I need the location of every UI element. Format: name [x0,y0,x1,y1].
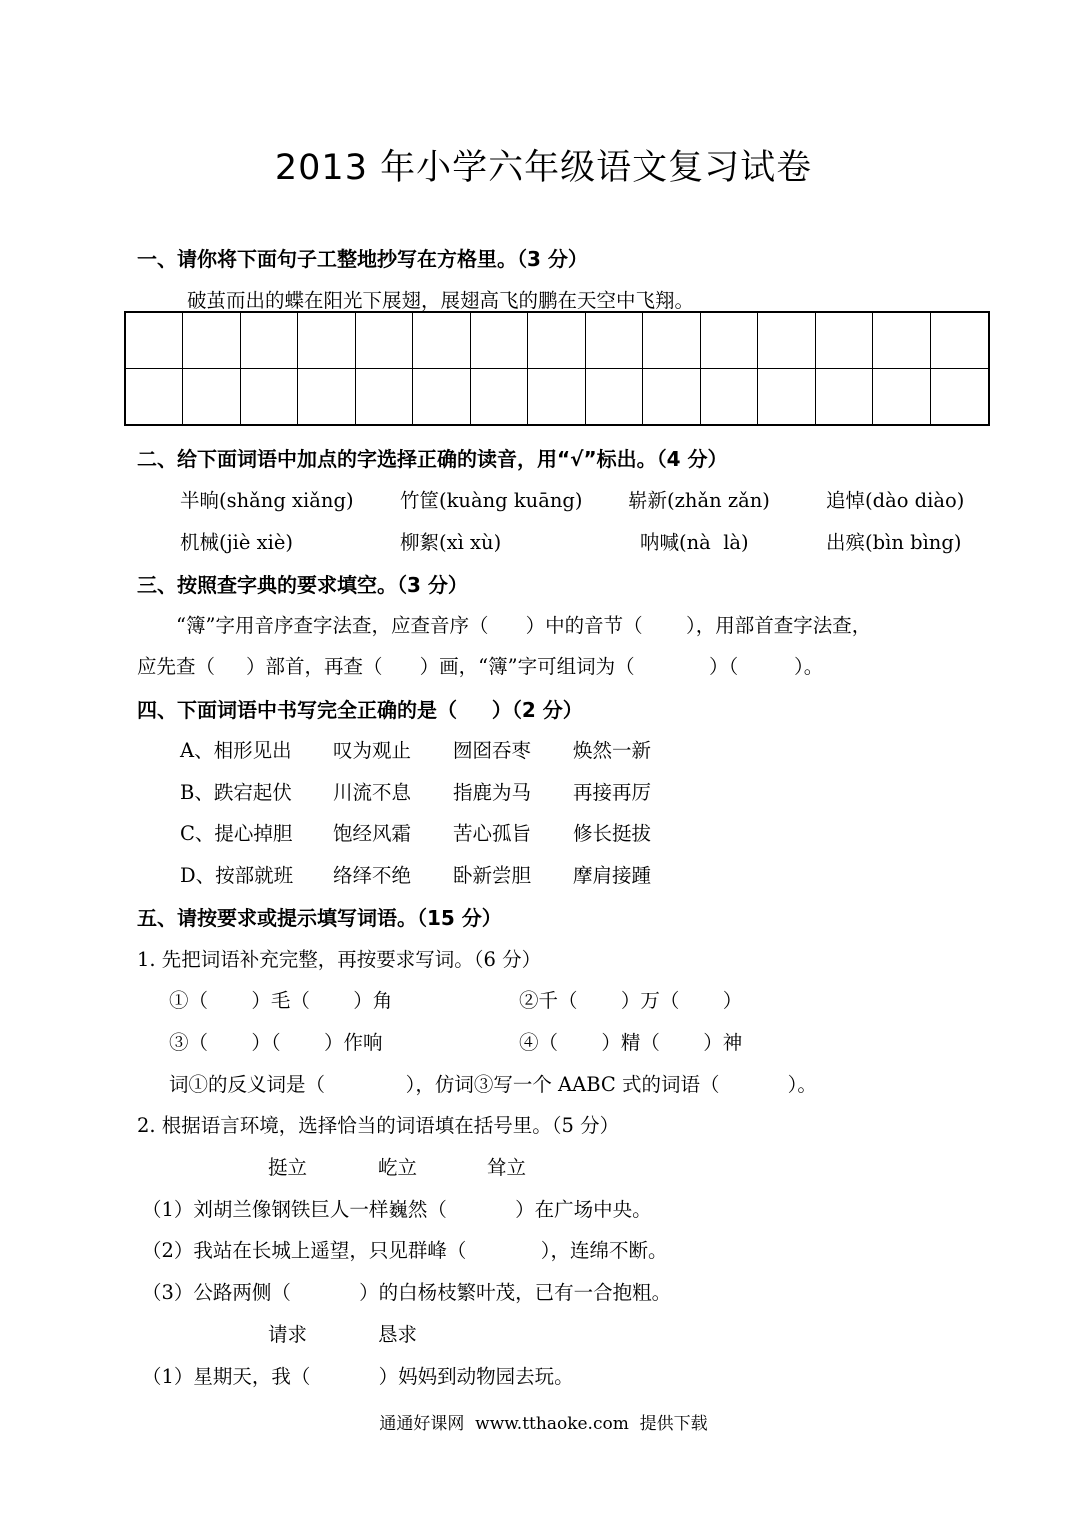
section-1-heading: 一、请你将下面句子工整地抄写在方格里。（3 分） [137,247,588,271]
grid-cell[interactable] [586,369,643,425]
grid-cell[interactable] [126,369,183,425]
word-choice: 耸立 [487,1156,527,1179]
fill-blank-item[interactable]: ③（ ）（ ）作响 [169,1031,383,1054]
grid-cell[interactable] [183,313,240,369]
grid-cell[interactable] [873,313,930,369]
option-b-word: 再接再厉 [573,781,652,804]
copy-sentence: 破茧而出的蝶在阳光下展翅，展翅高飞的鹏在天空中飞翔。 [187,289,695,312]
pinyin-item[interactable]: 竹筐(kuàng kuāng) [400,489,583,512]
section-4-heading: 四、下面词语中书写完全正确的是（ ）（2 分） [137,698,583,722]
grid-cell[interactable] [643,313,700,369]
pinyin-item[interactable]: 机械(jiè xiè) [180,531,294,554]
grid-cell[interactable] [298,313,355,369]
grid-cell[interactable] [758,369,815,425]
option-b-word: 指鹿为马 [453,781,532,804]
grid-cell[interactable] [413,369,470,425]
option-a-word: 叹为观止 [333,739,412,762]
grid-cell[interactable] [528,313,585,369]
section-3-heading: 三、按照查字典的要求填空。（3 分） [137,573,468,597]
option-a-word: 囫囵吞枣 [453,739,532,762]
writing-grid[interactable] [124,311,990,426]
dictionary-line-1: “簿”字用音序查字法查，应查音序（ ）中的音节（ ），用部首查字法查， [176,614,872,637]
option-c-word: 修长挺拔 [573,822,652,845]
pinyin-item[interactable]: 出殡(bìn bìng) [826,531,962,554]
grid-cell[interactable] [413,313,470,369]
question-2: 2. 根据语言环境，选择恰当的词语填在括号里。（5 分） [137,1114,620,1137]
section-5-heading: 五、请按要求或提示填写词语。（15 分） [137,906,502,930]
grid-cell[interactable] [586,313,643,369]
fill-blank-item[interactable]: ②千（ ）万（ ） [519,989,743,1012]
word-choice: 请求 [268,1323,308,1346]
sentence-blank[interactable]: （3）公路两侧（ ）的白杨枝繁叶茂，已有一合抱粗。 [142,1281,672,1304]
option-d-word: 摩肩接踵 [573,864,652,887]
option-d-word: 络绎不绝 [333,864,412,887]
grid-cell[interactable] [528,369,585,425]
option-b-word: 川流不息 [333,781,412,804]
grid-cell[interactable] [126,313,183,369]
grid-cell[interactable] [931,369,988,425]
grid-cell[interactable] [471,313,528,369]
pinyin-item[interactable]: 追悼(dào diào) [826,489,965,512]
pinyin-item[interactable]: 崭新(zhǎn zǎn) [628,489,770,512]
grid-cell[interactable] [816,313,873,369]
grid-cell[interactable] [643,369,700,425]
option-a-word: 焕然一新 [573,739,652,762]
grid-cell[interactable] [241,313,298,369]
fill-blank-item[interactable]: ④（ ）精（ ）神 [519,1031,743,1054]
grid-cell[interactable] [758,313,815,369]
option-a-word[interactable]: A、相形见出 [180,739,292,762]
section-2-heading: 二、给下面词语中加点的字选择正确的读音，用“√”标出。（4 分） [137,447,728,471]
question-1: 1. 先把词语补充完整，再按要求写词。（6 分） [137,948,542,971]
sentence-blank[interactable]: （2）我站在长城上遥望，只见群峰（ ），连绵不断。 [142,1239,668,1262]
dictionary-line-2: 应先查（ ）部首，再查（ ）画，“簿”字可组词为（ ）（ ）。 [137,655,824,678]
pinyin-item[interactable]: 半晌(shǎng xiǎng) [180,489,354,512]
option-c-word: 苦心孤旨 [453,822,532,845]
word-choice: 挺立 [268,1156,308,1179]
word-choice: 屹立 [378,1156,418,1179]
grid-cell[interactable] [241,369,298,425]
option-d-word[interactable]: D、按部就班 [180,864,294,887]
grid-cell[interactable] [816,369,873,425]
grid-cell[interactable] [701,313,758,369]
fill-blank-item[interactable]: ①（ ）毛（ ）角 [169,989,393,1012]
word-choice: 恳求 [378,1323,418,1346]
grid-cell[interactable] [356,313,413,369]
page-title: 2013 年小学六年级语文复习试卷 [274,148,813,188]
grid-cell[interactable] [356,369,413,425]
antonym-line[interactable]: 词①的反义词是（ ），仿词③写一个 AABC 式的词语（ ）。 [169,1073,817,1096]
sentence-blank[interactable]: （1）刘胡兰像钢铁巨人一样巍然（ ）在广场中央。 [142,1198,652,1221]
option-d-word: 卧新尝胆 [453,864,532,887]
grid-cell[interactable] [471,369,528,425]
pinyin-item[interactable]: 柳絮(xì xù) [400,531,502,554]
grid-cell[interactable] [183,369,240,425]
grid-cell[interactable] [298,369,355,425]
sentence-blank[interactable]: （1）星期天，我（ ）妈妈到动物园去玩。 [142,1365,574,1388]
grid-cell[interactable] [931,313,988,369]
pinyin-item[interactable]: 呐喊(nà là) [640,531,749,554]
option-c-word: 饱经风霜 [333,822,412,845]
page-footer: 通通好课网 www.tthaoke.com 提供下载 [379,1414,708,1434]
option-c-word[interactable]: C、提心掉胆 [180,822,293,845]
grid-cell[interactable] [701,369,758,425]
option-b-word[interactable]: B、跌宕起伏 [180,781,292,804]
grid-cell[interactable] [873,369,930,425]
